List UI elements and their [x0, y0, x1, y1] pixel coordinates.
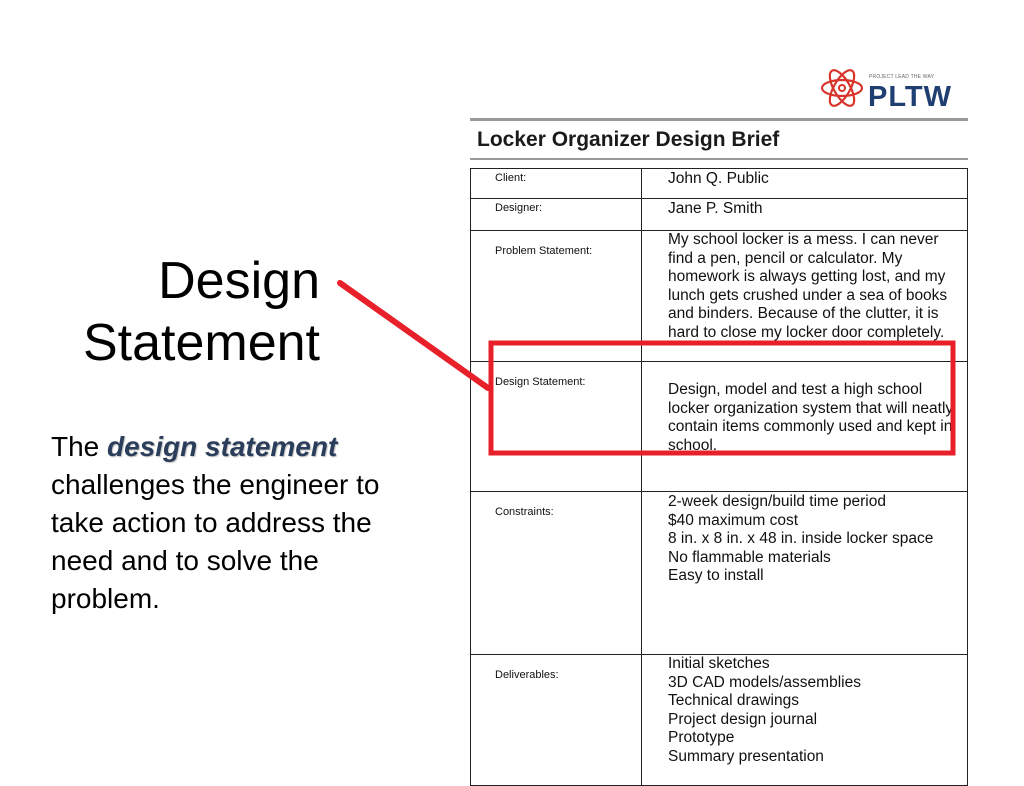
atom-icon	[820, 62, 868, 114]
value-line: and binders. Because of the clutter, it is	[668, 305, 939, 323]
value-line: Design, model and test a high school	[668, 381, 923, 398]
pltw-logo	[820, 62, 965, 114]
slide-title-line-1: Design	[158, 252, 320, 310]
table-row	[471, 199, 968, 231]
design-brief-table	[470, 168, 968, 786]
row-value	[642, 655, 968, 786]
table-row	[471, 362, 968, 492]
row-value	[642, 199, 968, 231]
table-row	[471, 492, 968, 655]
row-label: Problem Statement:	[471, 231, 642, 362]
row-label: Design Statement:	[471, 362, 642, 492]
value-line: locker organization system that will neatly	[668, 399, 954, 417]
value-line: lunch gets crushed under a sea of books	[668, 286, 948, 304]
table-row	[471, 655, 968, 786]
body-rest: challenges the engineer to take action to address the need and to solve the problem.	[51, 469, 380, 614]
value-line: Project design journal	[668, 710, 818, 728]
value-line: Technical drawings	[668, 692, 799, 710]
body-emphasis: design statement	[107, 431, 338, 462]
value-line: school.	[668, 436, 718, 454]
row-value	[642, 169, 968, 199]
brief-title: Locker Organizer Design Brief	[477, 128, 780, 151]
body-prefix: The	[51, 431, 108, 462]
value-line: homework is always getting lost, and my	[668, 268, 946, 286]
slide-body-text	[51, 428, 431, 618]
design-brief-header	[470, 118, 968, 160]
callout-pointer-line	[340, 283, 488, 388]
value-line: find a pen, pencil or calculator. My	[668, 249, 903, 267]
logo-wordmark: PLTW	[868, 81, 952, 113]
table-row	[471, 169, 968, 199]
value-line: 3D CAD models/assemblies	[668, 673, 861, 691]
value-line: 8 in. x 8 in. x 48 in. inside locker space	[668, 530, 934, 548]
row-label: Designer:	[471, 199, 642, 231]
value-line: hard to close my locker door completely.	[668, 323, 945, 341]
value-line: Easy to install	[668, 567, 764, 585]
row-value	[642, 231, 968, 362]
value-line: My school locker is a mess. I can never	[668, 231, 939, 248]
value-line: Summary presentation	[668, 747, 824, 765]
row-label: Client:	[471, 169, 642, 199]
row-label: Constraints:	[471, 492, 642, 655]
value-line: Prototype	[668, 729, 735, 747]
row-value	[642, 492, 968, 655]
value-line: 2-week design/build time period	[668, 493, 886, 510]
value-line: Jane P. Smith	[668, 200, 763, 217]
brief-bottom-rule	[470, 158, 968, 160]
slide-title-line-2: Statement	[82, 314, 320, 372]
row-value	[642, 362, 968, 492]
value-line: No flammable materials	[668, 548, 831, 566]
logo-tagline: PROJECT LEAD THE WAY	[869, 74, 935, 80]
table-row	[471, 231, 968, 362]
value-line: John Q. Public	[668, 170, 769, 187]
slide-title	[40, 250, 320, 374]
value-line: $40 maximum cost	[668, 511, 799, 529]
value-line: Initial sketches	[668, 655, 770, 672]
value-line: contain items commonly used and kept in	[668, 418, 953, 436]
row-label: Deliverables:	[471, 655, 642, 786]
